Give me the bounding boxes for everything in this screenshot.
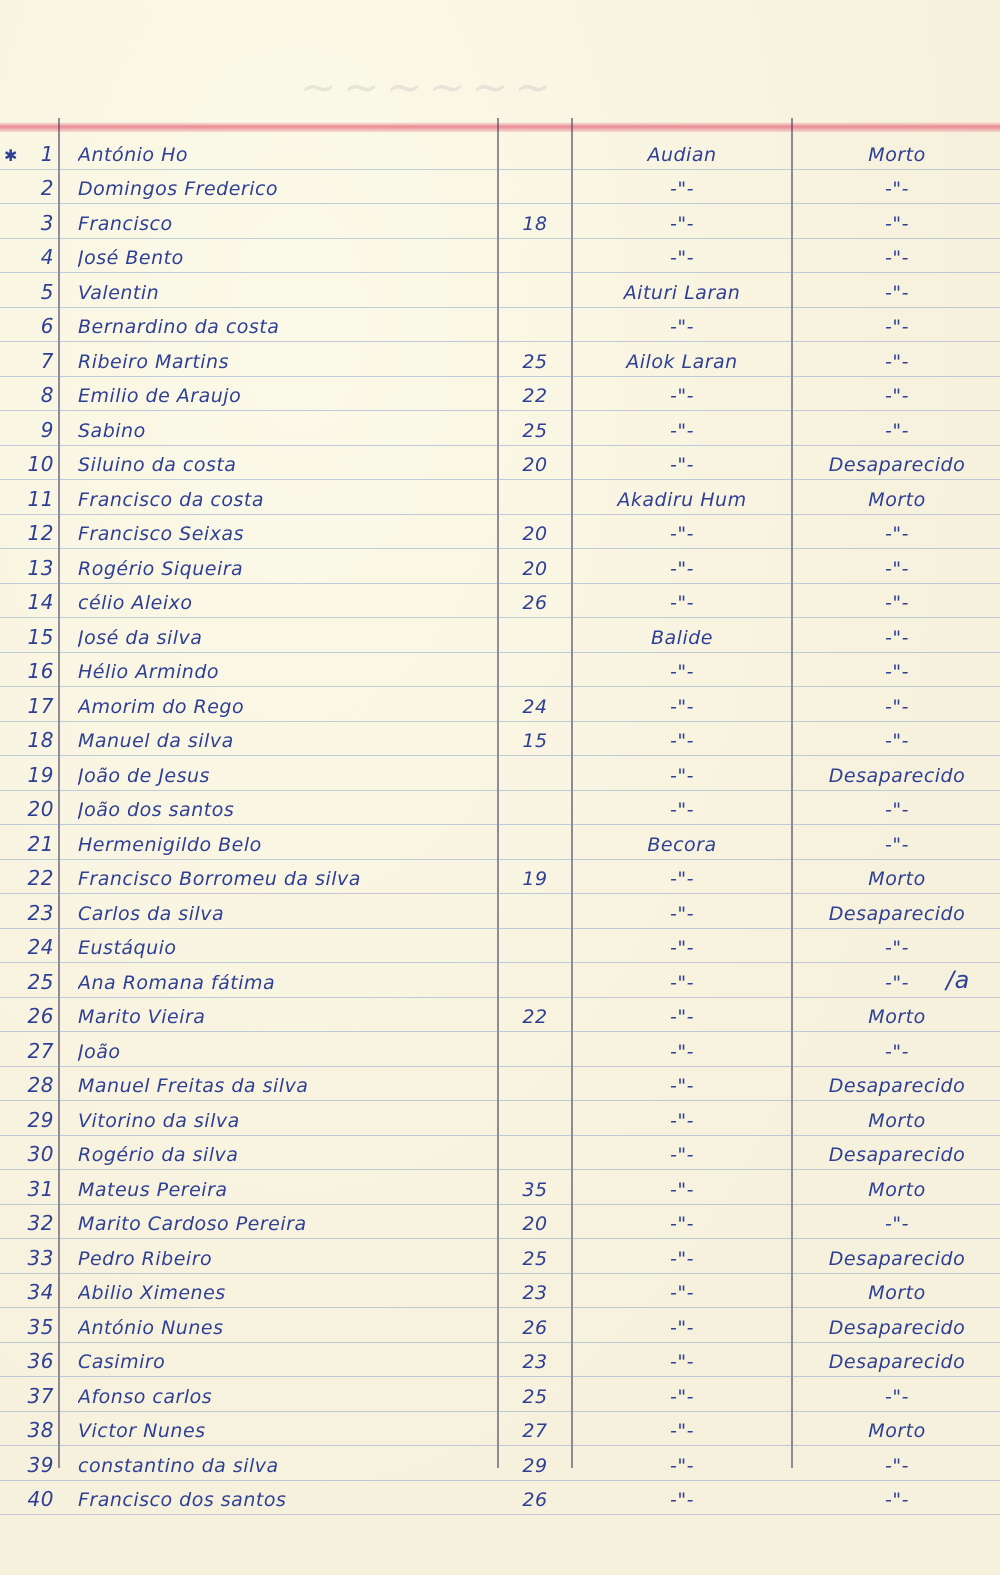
table-row: [0, 1170, 1000, 1205]
row-number: 26: [27, 1004, 54, 1028]
person-name: Manuel da silva: [78, 730, 234, 752]
person-name: Amorim do Rego: [78, 695, 245, 718]
row-number: 14: [27, 590, 54, 614]
person-name: Carlos da silva: [78, 902, 225, 925]
table-row: [0, 825, 1000, 860]
place-name: -"-: [670, 385, 694, 407]
row-number: 40: [27, 1487, 54, 1511]
status-text: -"-: [885, 833, 909, 856]
status-text: -"-: [885, 212, 909, 235]
row-number: 34: [27, 1280, 54, 1304]
table-row: [0, 1101, 1000, 1136]
person-name: Siluino da costa: [78, 454, 237, 476]
table-row: [0, 1067, 1000, 1102]
person-age: 25: [522, 350, 548, 373]
person-name: Ana Romana fátima: [78, 971, 276, 994]
person-name: Francisco: [78, 212, 173, 235]
row-number: 36: [27, 1349, 54, 1373]
row-number: 3: [40, 210, 54, 235]
person-age: 23: [522, 1351, 548, 1373]
table-row: [0, 308, 1000, 343]
status-text: -"-: [885, 661, 909, 683]
status-text: -"-: [885, 281, 909, 304]
place-name: -"-: [670, 1178, 694, 1201]
row-number: 22: [27, 866, 54, 890]
person-name: Sabino: [78, 419, 146, 442]
status-text: Morto: [868, 1109, 926, 1132]
row-number: 37: [27, 1383, 54, 1408]
status-text: Morto: [868, 1178, 926, 1201]
person-age: 20: [522, 523, 548, 545]
table-row: [0, 894, 1000, 929]
row-number: 35: [27, 1314, 54, 1339]
row-number: 18: [27, 728, 54, 752]
place-name: -"-: [670, 592, 694, 614]
place-name: Ailok Laran: [626, 350, 738, 373]
place-name: -"-: [670, 178, 694, 200]
place-name: -"-: [670, 661, 694, 683]
place-name: -"-: [670, 730, 694, 752]
person-age: 20: [522, 454, 548, 476]
table-row: [0, 170, 1000, 205]
status-text: -"-: [885, 592, 909, 614]
person-age: 24: [522, 695, 548, 718]
status-text: Desaparecido: [828, 1247, 966, 1270]
person-name: Hélio Armindo: [78, 661, 220, 683]
place-name: Balide: [651, 626, 713, 649]
table-row: [0, 1274, 1000, 1309]
row-number: 5: [40, 279, 54, 304]
row-number: 27: [27, 1038, 54, 1063]
table-row: [0, 860, 1000, 895]
table-row: [0, 653, 1000, 688]
place-name: -"-: [670, 1144, 694, 1166]
status-text: Morto: [868, 868, 926, 890]
place-name: -"-: [670, 1351, 694, 1373]
red-margin-line: [0, 122, 1000, 132]
person-name: José Bento: [78, 247, 184, 269]
place-name: Akadiru Hum: [617, 488, 747, 511]
table-row: [0, 1377, 1000, 1412]
person-name: António Nunes: [78, 1316, 224, 1339]
person-name: João: [78, 1040, 121, 1063]
asterisk-mark: ✱: [4, 146, 18, 165]
person-age: 22: [522, 1006, 548, 1028]
person-name: João dos santos: [78, 799, 235, 821]
row-number: 7: [40, 348, 54, 373]
place-name: -"-: [670, 523, 694, 545]
person-name: constantino da silva: [78, 1454, 279, 1477]
person-name: Rogério da silva: [78, 1144, 239, 1166]
person-name: Marito Cardoso Pereira: [78, 1213, 307, 1235]
person-name: Francisco Borromeu da silva: [78, 868, 361, 890]
status-text: Morto: [868, 1006, 926, 1028]
table-row: [0, 342, 1000, 377]
row-number: 4: [40, 245, 54, 269]
table-row: [0, 273, 1000, 308]
person-name: António Ho: [78, 143, 189, 166]
row-number: 38: [27, 1418, 54, 1442]
table-row: [0, 204, 1000, 239]
table-row: [0, 1308, 1000, 1343]
table-row: [0, 1412, 1000, 1447]
place-name: -"-: [670, 902, 694, 925]
row-number: 21: [27, 831, 54, 856]
person-name: Emilio de Araujo: [78, 385, 242, 407]
status-text: Morto: [868, 1420, 926, 1442]
person-name: José da silva: [78, 626, 203, 649]
table-row: [0, 998, 1000, 1033]
row-number: 17: [27, 693, 54, 718]
person-age: 25: [522, 1385, 548, 1408]
person-age: 25: [522, 1247, 548, 1270]
faded-bleedthrough-mark: ~~~~~~: [300, 62, 558, 113]
table-row: [0, 1481, 1000, 1516]
table-row: [0, 1136, 1000, 1171]
status-text: -"-: [885, 730, 909, 752]
place-name: -"-: [670, 1282, 694, 1304]
table-row: [0, 1343, 1000, 1378]
margin-note: /a: [946, 965, 970, 994]
place-name: -"-: [670, 1454, 694, 1477]
person-name: Marito Vieira: [78, 1006, 206, 1028]
person-name: Afonso carlos: [78, 1385, 213, 1408]
person-name: Eustáquio: [78, 937, 177, 959]
status-text: -"-: [885, 1385, 909, 1408]
status-text: Desaparecido: [828, 1316, 966, 1339]
person-age: 29: [522, 1454, 548, 1477]
person-name: Francisco da costa: [78, 488, 264, 511]
table-row: [0, 929, 1000, 964]
entry-list: [0, 135, 1000, 1515]
status-text: Desaparecido: [828, 902, 966, 925]
table-row: [0, 584, 1000, 619]
place-name: -"-: [670, 971, 694, 994]
row-number: 16: [27, 659, 54, 683]
person-name: Vitorino da silva: [78, 1109, 240, 1132]
person-age: 20: [522, 557, 548, 580]
status-text: Desaparecido: [828, 454, 966, 476]
row-number: 32: [27, 1211, 54, 1235]
table-row: [0, 135, 1000, 170]
place-name: -"-: [670, 1489, 694, 1511]
table-row: [0, 791, 1000, 826]
status-text: -"-: [885, 626, 909, 649]
status-text: Desaparecido: [828, 764, 966, 787]
row-number: 23: [27, 900, 54, 925]
place-name: -"-: [670, 695, 694, 718]
place-name: -"-: [670, 454, 694, 476]
status-text: -"-: [885, 419, 909, 442]
row-number: 31: [27, 1176, 54, 1201]
place-name: -"-: [670, 1109, 694, 1132]
person-name: Victor Nunes: [78, 1420, 206, 1442]
table-row: [0, 1239, 1000, 1274]
table-row: [0, 756, 1000, 791]
table-row: [0, 515, 1000, 550]
status-text: -"-: [885, 523, 909, 545]
place-name: -"-: [670, 1247, 694, 1270]
person-age: 18: [522, 212, 548, 235]
status-text: -"-: [885, 799, 909, 821]
status-text: -"-: [885, 1040, 909, 1063]
row-number: 9: [40, 417, 54, 442]
table-row: [0, 1446, 1000, 1481]
status-text: -"-: [885, 1213, 909, 1235]
person-name: Abilio Ximenes: [78, 1282, 226, 1304]
row-number: 6: [40, 314, 54, 338]
table-row: [0, 480, 1000, 515]
place-name: -"-: [670, 937, 694, 959]
status-text: -"-: [885, 1454, 909, 1477]
row-number: 15: [27, 624, 54, 649]
person-name: Hermenigildo Belo: [78, 833, 262, 856]
person-name: Ribeiro Martins: [78, 350, 230, 373]
table-row: [0, 1032, 1000, 1067]
place-name: -"-: [670, 1420, 694, 1442]
place-name: -"-: [670, 1213, 694, 1235]
status-text: -"-: [885, 385, 909, 407]
place-name: -"-: [670, 557, 694, 580]
person-age: 23: [522, 1282, 548, 1304]
place-name: -"-: [670, 1385, 694, 1408]
person-name: Francisco Seixas: [78, 523, 244, 545]
person-age: 26: [522, 1489, 548, 1511]
status-text: -"-: [885, 178, 909, 200]
person-name: João de Jesus: [78, 764, 210, 787]
place-name: -"-: [670, 212, 694, 235]
row-number: 10: [27, 452, 54, 476]
status-text: Morto: [868, 488, 926, 511]
row-number: 24: [27, 935, 54, 959]
status-text: -"-: [885, 1489, 909, 1511]
row-number: 13: [27, 555, 54, 580]
row-number: 11: [27, 486, 54, 511]
person-name: Mateus Pereira: [78, 1178, 228, 1201]
status-text: -"-: [885, 316, 909, 338]
person-age: 26: [522, 1316, 548, 1339]
person-age: 22: [522, 385, 548, 407]
place-name: -"-: [670, 316, 694, 338]
place-name: -"-: [670, 1006, 694, 1028]
status-text: -"-: [885, 247, 909, 269]
table-row: [0, 549, 1000, 584]
table-row: [0, 963, 1000, 998]
place-name: -"-: [670, 799, 694, 821]
person-name: Domingos Frederico: [78, 178, 279, 200]
row-number: 8: [40, 383, 54, 407]
person-age: 25: [522, 419, 548, 442]
place-name: -"-: [670, 1040, 694, 1063]
row-number: 30: [27, 1142, 54, 1166]
status-text: -"-: [885, 350, 909, 373]
place-name: -"-: [670, 868, 694, 890]
person-name: Bernardino da costa: [78, 316, 280, 338]
row-number: 33: [27, 1245, 54, 1270]
place-name: Audian: [647, 143, 717, 166]
person-name: Francisco dos santos: [78, 1489, 287, 1511]
table-row: [0, 618, 1000, 653]
table-row: [0, 411, 1000, 446]
status-text: -"-: [885, 971, 909, 994]
place-name: -"-: [670, 419, 694, 442]
person-age: 15: [522, 730, 548, 752]
place-name: Becora: [647, 833, 717, 856]
person-age: 35: [522, 1178, 548, 1201]
row-number: 20: [27, 797, 54, 821]
place-name: -"-: [670, 1075, 694, 1097]
row-number: 12: [27, 521, 54, 545]
status-text: -"-: [885, 557, 909, 580]
table-row: [0, 377, 1000, 412]
person-age: 20: [522, 1213, 548, 1235]
status-text: Desaparecido: [828, 1351, 966, 1373]
place-name: Aituri Laran: [623, 281, 741, 304]
place-name: -"-: [670, 247, 694, 269]
person-age: 27: [522, 1420, 548, 1442]
person-name: célio Aleixo: [78, 592, 193, 614]
row-number: 28: [27, 1073, 54, 1097]
person-name: Rogério Siqueira: [78, 557, 244, 580]
row-number: 25: [27, 969, 54, 994]
row-number: 19: [27, 762, 54, 787]
table-row: [0, 446, 1000, 481]
status-text: Desaparecido: [828, 1144, 966, 1166]
row-number: 29: [27, 1107, 54, 1132]
person-age: 19: [522, 868, 548, 890]
place-name: -"-: [670, 764, 694, 787]
status-text: Morto: [868, 143, 926, 166]
table-row: [0, 722, 1000, 757]
status-text: -"-: [885, 937, 909, 959]
person-name: Casimiro: [78, 1351, 166, 1373]
person-name: Pedro Ribeiro: [78, 1247, 213, 1270]
row-number: 1: [40, 141, 54, 166]
row-number: 2: [40, 176, 54, 200]
person-name: Valentin: [78, 281, 160, 304]
place-name: -"-: [670, 1316, 694, 1339]
person-name: Manuel Freitas da silva: [78, 1075, 309, 1097]
status-text: Desaparecido: [828, 1075, 966, 1097]
row-number: 39: [27, 1452, 54, 1477]
table-row: [0, 239, 1000, 274]
table-row: [0, 1205, 1000, 1240]
table-row: [0, 687, 1000, 722]
status-text: -"-: [885, 695, 909, 718]
status-text: Morto: [868, 1282, 926, 1304]
person-age: 26: [522, 592, 548, 614]
